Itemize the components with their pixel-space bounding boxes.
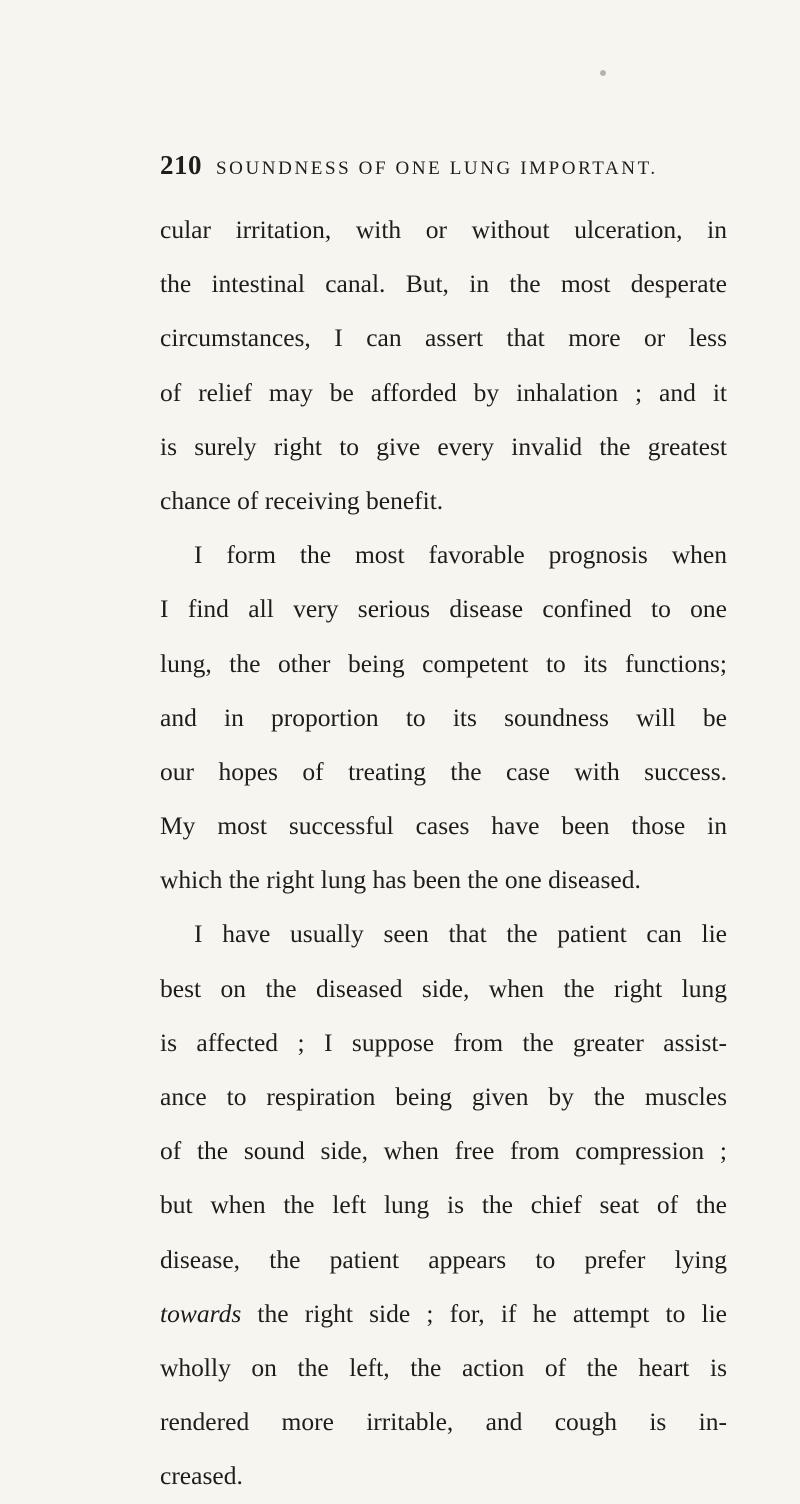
text-line: and in proportion to its soundness will be bbox=[160, 702, 727, 732]
text-line: which the right lung has been the one diseased. bbox=[160, 865, 641, 895]
text-line: but when the left lung is the chief seat of the bbox=[160, 1190, 727, 1220]
page-number: 210 bbox=[160, 150, 202, 180]
text-line: My most successful cases have been those in bbox=[160, 811, 727, 841]
body-text bbox=[160, 203, 727, 1504]
text-line: best on the diseased side, when the right lung bbox=[160, 973, 727, 1003]
text-line: lung, the other being competent to its functions; bbox=[160, 648, 727, 678]
text-line: chance of receiving benefit. bbox=[160, 485, 444, 515]
text-line: ance to respiration being given by the muscles bbox=[160, 1082, 727, 1111]
text-line: is affected ; I suppose from the greater assist- bbox=[160, 1027, 727, 1057]
text-line: cular irritation, with or without ulceration, in bbox=[160, 215, 727, 244]
text-line: disease, the patient appears to prefer lying bbox=[160, 1244, 727, 1274]
text-line: circumstances, I can assert that more or less bbox=[160, 323, 727, 353]
text-line: the intestinal canal. But, in the most desperate bbox=[160, 269, 727, 299]
text-line: creased. bbox=[160, 1461, 243, 1491]
text-line bbox=[160, 1287, 727, 1341]
italic-word: towards bbox=[160, 1298, 242, 1328]
running-title: SOUNDNESS OF ONE LUNG IMPORTANT. bbox=[216, 158, 658, 179]
text-line: is surely right to give every invalid the greatest bbox=[160, 431, 727, 461]
text-line: rendered more irritable, and cough is in- bbox=[160, 1407, 727, 1437]
text-line: wholly on the left, the action of the heart is bbox=[160, 1352, 727, 1382]
text-line: I have usually seen that the patient can lie bbox=[194, 919, 727, 949]
running-head bbox=[160, 150, 720, 190]
text-line: I form the most favorable prognosis when bbox=[194, 540, 727, 570]
text-line: I find all very serious disease confined to one bbox=[160, 594, 727, 624]
text-line: of the sound side, when free from compression ; bbox=[160, 1136, 727, 1166]
text-line: our hopes of treating the case with success. bbox=[160, 756, 727, 786]
ink-speck bbox=[600, 70, 606, 76]
line-remainder: the right side ; for, if he attempt to lie bbox=[241, 1298, 727, 1328]
text-line: of relief may be afforded by inhalation ; and it bbox=[160, 377, 727, 407]
